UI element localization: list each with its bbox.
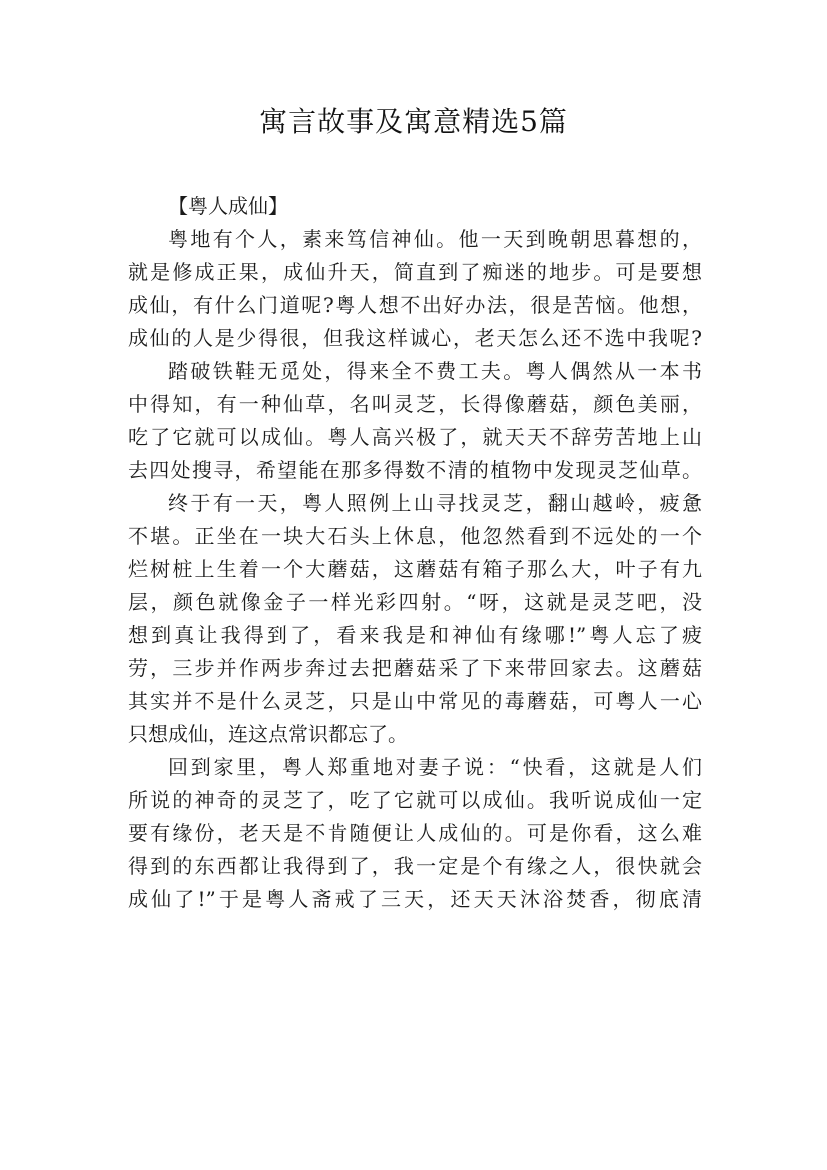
text-line: 踏破铁鞋无觅处，得来全不费工夫。粤人偶然从一本书 (168, 359, 702, 383)
paragraph (128, 751, 702, 916)
document-title: 寓言故事及寓意精选5篇 (259, 105, 568, 138)
text-line: 就是修成正果，成仙升天，简直到了痴迷的地步。可是要想 (128, 260, 702, 284)
text-line: 得到的东西都让我得到了，我一定是个有缘之人，很快就会 (128, 854, 702, 878)
text-line: 想到真让我得到了，看来我是和神仙有缘哪!”粤人忘了疲 (128, 623, 702, 647)
text-line: 层，颜色就像金子一样光彩四射。“呀，这就是灵芝吧，没 (128, 590, 702, 614)
text-line: 粤地有个人，素来笃信神仙。他一天到晚朝思暮想的， (168, 227, 702, 251)
section-heading: 【粤人成仙】 (168, 194, 288, 218)
text-line: 要有缘份，老天是不肯随便让人成仙的。可是你看，这么难 (128, 821, 702, 845)
text-line: 成仙，有什么门道呢?粤人想不出好办法，很是苦恼。他想， (128, 293, 702, 317)
paragraph (128, 223, 702, 355)
paragraph (128, 355, 702, 487)
text-line: 吃了它就可以成仙。粤人高兴极了，就天天不辞劳苦地上山 (128, 425, 702, 449)
text-line: 成仙的人是少得很，但我这样诚心，老天怎么还不选中我呢? (128, 326, 702, 350)
document-body (128, 190, 702, 916)
text-line: 成仙了!”于是粤人斋戒了三天，还天天沐浴焚香，彻底清 (128, 887, 702, 911)
text-line: 中得知，有一种仙草，名叫灵芝，长得像蘑菇，颜色美丽， (128, 392, 702, 416)
paragraph (128, 487, 702, 751)
text-line: 其实并不是什么灵芝，只是山中常见的毒蘑菇，可粤人一心 (128, 689, 702, 713)
text-line: 烂树桩上生着一个大蘑菇，这蘑菇有箱子那么大，叶子有九 (128, 557, 702, 581)
text-line: 只想成仙，连这点常识都忘了。 (128, 722, 408, 746)
text-line: 不堪。正坐在一块大石头上休息，他忽然看到不远处的一个 (128, 524, 702, 548)
text-line: 终于有一天，粤人照例上山寻找灵芝，翻山越岭，疲惫 (168, 491, 702, 515)
text-line: 所说的神奇的灵芝了，吃了它就可以成仙。我听说成仙一定 (128, 788, 702, 812)
text-line: 回到家里，粤人郑重地对妻子说：“快看，这就是人们 (168, 755, 702, 779)
text-line: 劳，三步并作两步奔过去把蘑菇采了下来带回家去。这蘑菇 (128, 656, 702, 680)
text-line: 去四处搜寻，希望能在那多得数不清的植物中发现灵芝仙草。 (128, 458, 702, 482)
